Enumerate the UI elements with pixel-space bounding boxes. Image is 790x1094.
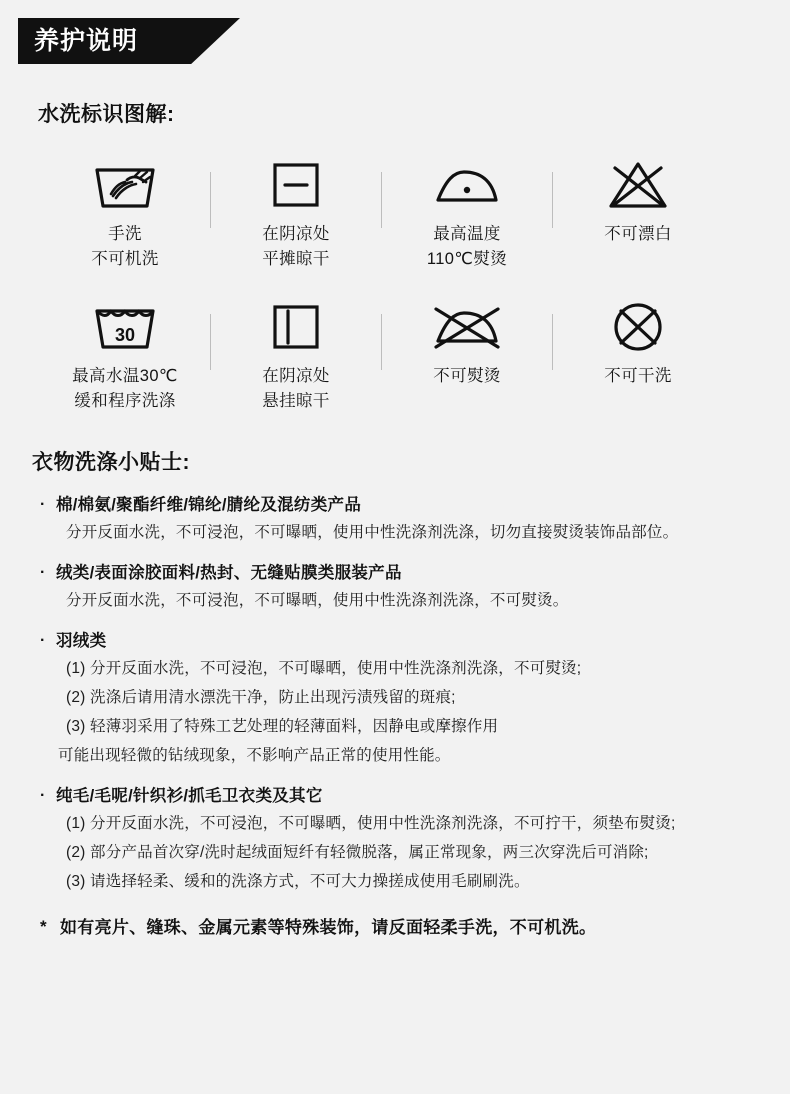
caption-line: 最高水温30℃ (72, 367, 178, 385)
wash-symbols-title: 水洗标识图解: (38, 103, 175, 126)
wash-symbol-caption (427, 222, 507, 272)
wash-symbol-cell (553, 154, 723, 247)
tip-heading-row (40, 560, 756, 586)
wash-symbol-cell (382, 154, 552, 272)
wash-symbol-row (40, 154, 752, 296)
do-not-dryclean-icon (608, 296, 668, 358)
tip-line: 分开反面水洗，不可浸泡，不可曝晒，使用中性洗涤剂洗涤，不可熨烫。 (66, 592, 569, 609)
tip-heading: 棉/棉氨/聚酯纤维/锦纶/腈纶及混纺类产品 (56, 496, 362, 514)
tip-line: (1) 分开反面水洗，不可浸泡，不可曝晒，使用中性洗涤剂洗涤，不可熨烫; (66, 660, 582, 677)
wash-symbol-caption (604, 364, 672, 389)
bullet-marker: · (40, 564, 46, 581)
wash-symbol-cell (40, 296, 210, 414)
caption-line: 不可漂白 (604, 225, 672, 243)
caption-line: 平摊晾干 (262, 250, 330, 268)
tip-heading-row (40, 628, 756, 654)
tip-item (40, 492, 756, 547)
footnote-bullet: * (40, 917, 47, 936)
tip-body (58, 654, 756, 770)
tip-line: (3) 轻薄羽采用了特殊工艺处理的轻薄面料，因静电或摩擦作用 (66, 718, 499, 735)
caption-line: 110℃熨烫 (426, 250, 508, 268)
machine-wash-temp-text: 30 (114, 325, 136, 345)
page-banner (18, 18, 240, 64)
tip-heading: 羽绒类 (56, 632, 107, 650)
wash-symbol-caption (433, 364, 501, 389)
tip-line: (2) 洗涤后请用清水漂洗干净，防止出现污渍残留的斑痕; (66, 689, 456, 706)
wash-symbol-cell (211, 154, 381, 272)
machine-wash-30-icon (91, 296, 159, 358)
tip-item (40, 628, 756, 770)
wash-symbol-caption (91, 222, 159, 272)
wash-symbol-cell (211, 296, 381, 414)
caption-line: 最高温度 (433, 225, 501, 243)
tip-item (40, 560, 756, 615)
care-instructions-page (0, 18, 790, 1094)
caption-line: 不可干洗 (604, 367, 672, 385)
tip-line: (3) 请选择轻柔、缓和的洗涤方式，不可大力操搓成使用毛刷刷洗。 (66, 873, 530, 890)
tip-body (66, 586, 756, 615)
wash-symbol-caption (604, 222, 672, 247)
tip-line: 分开反面水洗，不可浸泡，不可曝晒，使用中性洗涤剂洗涤，切勿直接熨烫装饰品部位。 (66, 524, 679, 541)
wash-symbol-row (40, 296, 752, 438)
caption-line: 悬挂晾干 (262, 392, 330, 410)
dry-flat-shade-icon (267, 154, 325, 216)
caption-line: 缓和程序洗涤 (74, 392, 176, 410)
iron-low-temp-icon (430, 154, 504, 216)
tip-line: (1) 分开反面水洗，不可浸泡，不可曝晒，使用中性洗涤剂洗涤，不可拧干，须垫布熨烫; (66, 815, 676, 832)
banner-title: 养护说明 (34, 27, 139, 55)
tip-heading-row (40, 783, 756, 809)
wash-symbol-cell (553, 296, 723, 389)
footnote-text: 如有亮片、缝珠、金属元素等特殊装饰，请反面轻柔手洗，不可机洗。 (60, 918, 597, 937)
wash-symbol-cell (382, 296, 552, 389)
tip-heading: 纯毛/毛呢/针织衫/抓毛卫衣类及其它 (56, 787, 323, 805)
tip-item (40, 783, 756, 896)
caption-line: 在阴凉处 (262, 225, 330, 243)
do-not-iron-icon (430, 296, 504, 358)
tip-body (66, 518, 756, 547)
tip-line: (2) 部分产品首次穿/洗时起绒面短纤有轻微脱落，属正常现象，两三次穿洗后可消除; (66, 844, 649, 861)
tip-heading-row (40, 492, 756, 518)
tip-line: 可能出现轻微的钻绒现象，不影响产品正常的使用性能。 (58, 747, 451, 764)
bullet-marker: · (40, 632, 46, 649)
wash-symbol-caption (262, 222, 330, 272)
drip-dry-shade-icon (267, 296, 325, 358)
caption-line: 在阴凉处 (262, 367, 330, 385)
bullet-marker: · (40, 787, 46, 804)
tips-title: 衣物洗涤小贴士: (32, 451, 190, 474)
do-not-bleach-icon (607, 154, 669, 216)
hand-wash-icon (91, 154, 159, 216)
caption-line: 不可熨烫 (433, 367, 501, 385)
tips-list (40, 492, 756, 896)
tips-title-wrapper (32, 446, 790, 476)
caption-line: 手洗 (108, 225, 142, 243)
bullet-marker: · (40, 496, 46, 513)
wash-symbol-grid (40, 154, 752, 438)
tip-heading: 绒类/表面涂胶面料/热封、无缝贴膜类服装产品 (56, 564, 402, 582)
caption-line: 不可机洗 (91, 250, 159, 268)
wash-symbols-title-wrapper (38, 98, 790, 128)
wash-symbol-caption (262, 364, 330, 414)
tip-body (66, 809, 756, 896)
wash-symbol-caption (72, 364, 178, 414)
footnote (40, 914, 756, 942)
wash-symbol-cell (40, 154, 210, 272)
